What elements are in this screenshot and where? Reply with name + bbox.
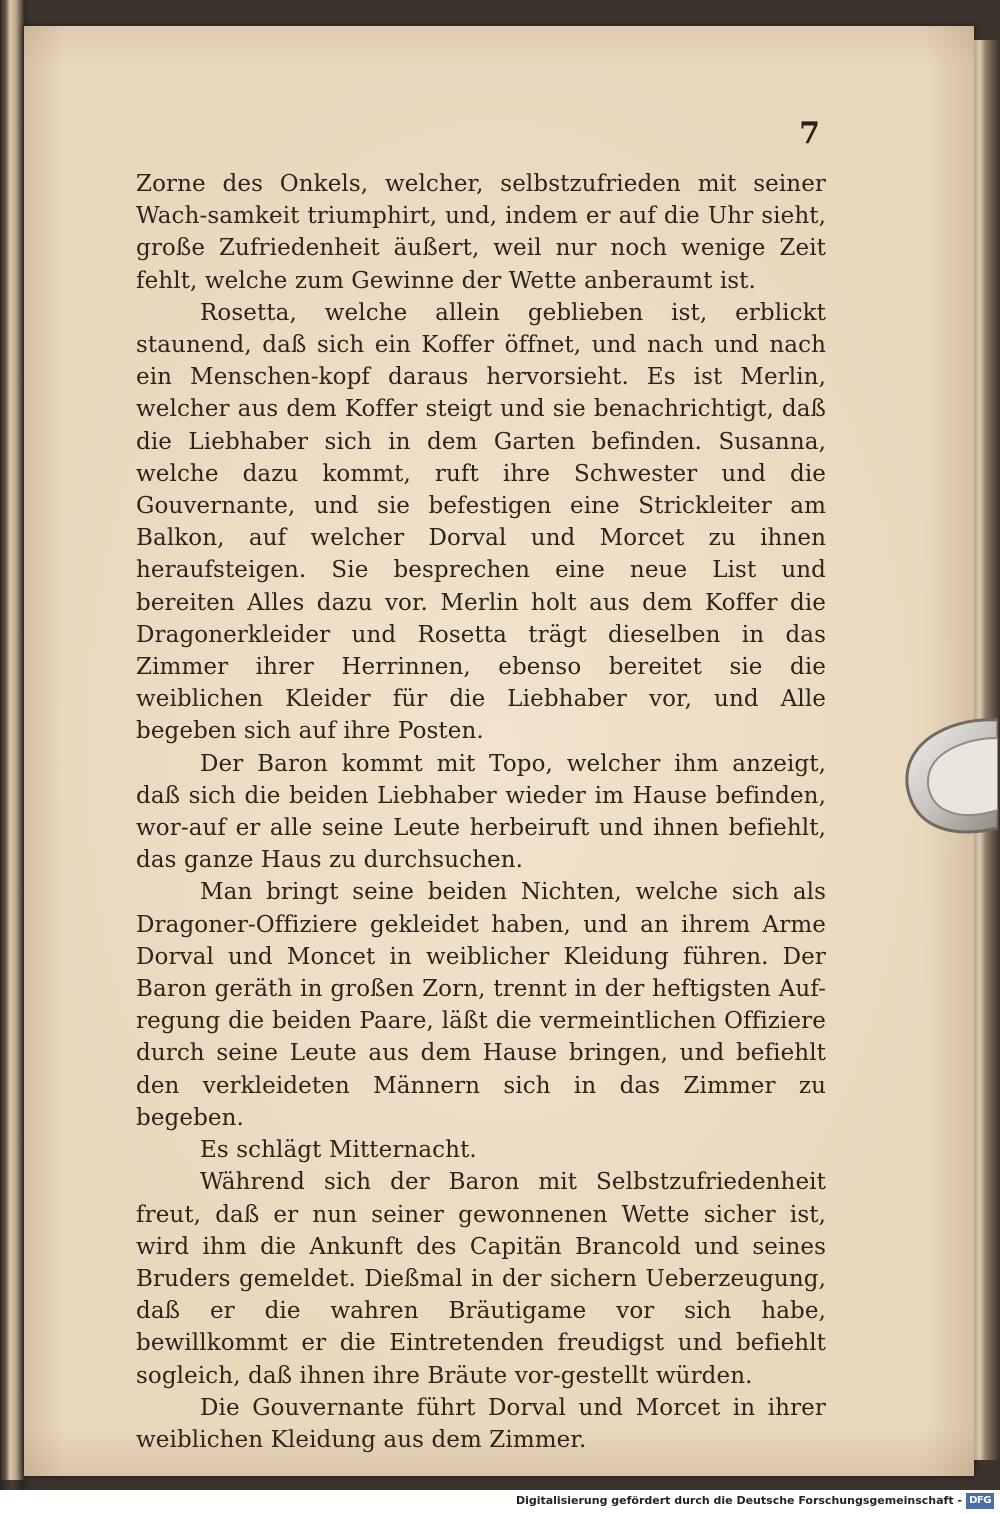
paragraph: Man bringt seine beiden Nichten, welche sich als Dragoner-Offiziere gekleidet haben, und an ihrem Arme Dorval und Moncet in weiblicher Kleidung führen. Der Baron geräth in großen Zorn, trennt in der heftigsten Auf-regung die beiden Paare, läßt die vermeintlichen Offiziere durch seine Leute aus dem Hause bringen, und befiehlt den verkleideten Männern sich in das Zimmer zu begeben.	[136, 879, 826, 1131]
paragraph: Es schlägt Mitternacht.	[200, 1137, 477, 1164]
paragraph: Rosetta, welche allein geblieben ist, erblickt staunend, daß sich ein Koffer öffnet, und nach und nach ein Menschen-kopf daraus hervorsieht. Es ist Merlin, welcher aus dem Koffer steigt und sie benachrichtigt, daß die Liebhaber sich in dem Garten befinden. Susanna, welche dazu kommt, ruft ihre Schwester und die Gouvernante, und sie befestigen eine Strickleiter am Balkon, auf welcher Dorval und Morcet zu ihnen heraufsteigen. Sie besprechen eine neue List und bereiten Alles dazu vor. Merlin holt aus dem Koffer die Dragonerkleider und Rosetta trägt dieselben in das Zimmer ihrer Herrinnen, ebenso bereitet sie die weiblichen Kleider für die Liebhaber vor, und Alle begeben sich auf ihre Posten.	[136, 299, 826, 745]
footer-bar	[0, 1490, 1000, 1514]
footer-credit-text: Digitalisierung gefördert durch die Deutsche Forschungsgemeinschaft -	[515, 1494, 962, 1507]
page-clip-icon	[902, 712, 998, 840]
dfg-logo: DFG	[966, 1493, 994, 1509]
paragraph: Während sich der Baron mit Selbstzufriedenheit freut, daß er nun seiner gewonnenen Wette sicher ist, wird ihm die Ankunft des Capitän Brancold und seines Bruders gemeldet. Dießmal in der sichern Ueberzeugung, daß er die wahren Bräutigame vor sich habe, bewillkommt er die Eintretenden freudigst und befiehlt sogleich, daß ihnen ihre Bräute vor-gestellt würden.	[136, 1169, 826, 1389]
paragraph: Zorne des Onkels, welcher, selbstzufrieden mit seiner Wach-samkeit triumphirt, und, indem er auf die Uhr sieht, große Zufriedenheit äußert, weil nur noch wenige Zeit fehlt, welche zum Gewinne der Wette anberaumt ist.	[136, 171, 826, 294]
paragraph: Die Gouvernante führt Dorval und Morcet in ihrer weiblichen Kleidung aus dem Zimmer.	[136, 1394, 826, 1453]
page-number: 7	[799, 116, 820, 151]
page-body-text	[136, 168, 826, 1456]
left-page-edge	[0, 0, 24, 1480]
paragraph: Der Baron kommt mit Topo, welcher ihm anzeigt, daß sich die beiden Liebhaber wieder im Hause befinden, wor-auf er alle seine Leute herbeiruft und ihnen befiehlt, das ganze Haus zu durchsuchen.	[136, 750, 826, 874]
